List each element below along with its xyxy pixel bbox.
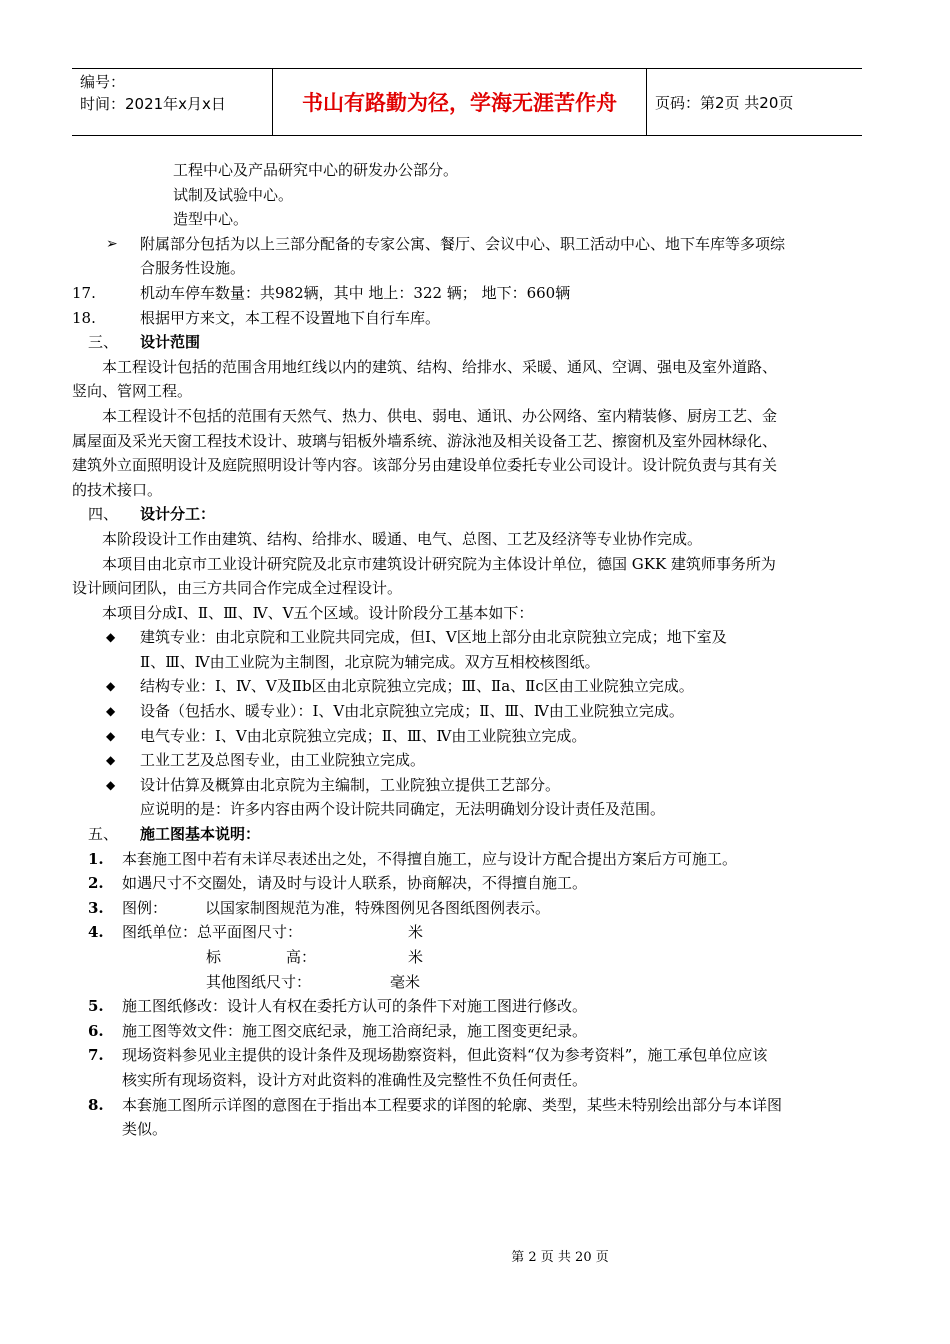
item-number: 18. [72,308,96,327]
paragraph-line: 属屋面及采光天窗工程技术设计、玻璃与铝板外墙系统、游泳池及相关设备工艺、擦窗机及室外园林绿化、 [72,431,778,450]
unit-row [72,945,864,970]
section-heading-4 [72,502,864,527]
section-title: 施工图基本说明： [140,825,261,844]
item-number: 17. [72,283,96,302]
section-number: 三、 [88,333,119,352]
item-text: 施工图纸修改：设计人有权在委托方认可的条件下对施工图进行修改。 [122,997,588,1016]
numbered-item [72,994,864,1019]
sub-item: 造型中心。 [173,210,249,229]
arrow-bullet-icon: ➢ [106,235,118,252]
numbered-item [72,1043,864,1068]
unit-row-label: 标 [206,948,222,966]
item-text: 根据甲方来文，本工程不设置地下自行车库。 [140,308,441,327]
diamond-bullet-icon: ◆ [106,630,116,645]
document-number-label: 编号： [80,73,126,91]
unit-row-label: 总平面图尺寸： [197,923,303,942]
numbered-item [72,1093,864,1118]
numbered-item [72,847,864,872]
paragraph-line: 设计顾问团队，由三方共同合作完成全过程设计。 [72,579,403,598]
unit-row-label: 高： [286,948,317,966]
unit-value: 毫米 [390,972,421,991]
section-title: 设计范围 [140,333,201,352]
numbered-item [72,871,864,896]
paragraph-line: 本阶段设计工作由建筑、结构、给排水、暖通、电气、总图、工艺及经济等专业协作完成。 [102,529,703,548]
item-number: 5. [88,997,104,1016]
item-text: 机动车停车数量：共982辆，其中 地上：322 辆； 地下：660辆 [140,283,571,302]
bullet-item [72,724,864,749]
item-text: 本套施工图所示详图的意图在于指出本工程要求的详图的轮廓、类型，某些未特别绘出部分与本详图 [122,1095,783,1114]
paragraph-line: 本项目由北京市工业设计研究院及北京市建筑设计研究院为主体设计单位，德国 GKK 建筑师事务所为 [102,554,776,573]
bullet-item [72,748,864,773]
section-title: 设计分工： [140,505,216,524]
section-number: 五、 [88,825,119,844]
arrow-list-item [72,232,864,257]
item-text: 现场资料参见业主提供的设计条件及现场勘察资料，但此资料“仅为参考资料”，施工承包单位应该 [122,1046,768,1065]
item-number: 7. [88,1046,104,1065]
diamond-bullet-icon: ◆ [106,753,116,768]
paragraph-line: 本项目分成Ⅰ、Ⅱ、Ⅲ、Ⅳ、Ⅴ五个区域。设计阶段分工基本如下： [102,603,534,622]
bullet-text: 工业工艺及总图专业，由工业院独立完成。 [140,751,426,770]
note-line: 应说明的是：许多内容由两个设计院共同确定，无法明确划分设计责任及范围。 [140,800,666,819]
section-number: 四、 [88,505,119,524]
section-heading-5 [72,822,864,847]
bullet-item [72,699,864,724]
item-number: 6. [88,1021,104,1040]
item-continuation: 类似。 [122,1120,168,1139]
item-label: 图例： [122,898,168,917]
header-page-number: 页码：第2页 共20页 [655,93,794,112]
unit-value: 米 [408,923,424,942]
bullet-text: 建筑专业：由北京院和工业院共同完成，但Ⅰ、Ⅴ区地上部分由北京院独立完成；地下室及 [140,628,727,647]
paragraph-line: 的技术接口。 [72,480,163,499]
numbered-item [72,896,864,921]
item-number: 3. [88,898,104,917]
paragraph-line: 竖向、管网工程。 [72,382,193,401]
header-motto: 书山有路勤为径，学海无涯苦作舟 [272,69,647,135]
bullet-continuation: Ⅱ、Ⅲ、Ⅳ由工业院为主制图，北京院为辅完成。双方互相校核图纸。 [140,652,600,671]
bullet-item [72,773,864,798]
item-number: 1. [88,849,104,868]
item-text: 以国家制图规范为准，特殊图例见各图纸图例表示。 [205,898,551,917]
header-meta [72,69,272,135]
bullet-item [72,674,864,699]
page-footer [0,1246,950,1265]
sub-item: 试制及试验中心。 [173,185,294,204]
item-text: 施工图等效文件：施工图交底纪录，施工洽商纪录，施工图变更纪录。 [122,1021,588,1040]
section-heading-3 [72,330,864,355]
document-body [72,158,864,1142]
footer-page-number: 第 2 页 共 20 页 [511,1250,609,1265]
diamond-bullet-icon: ◆ [106,704,116,719]
item-text: 如遇尺寸不交圈处，请及时与设计人联系，协商解决，不得擅自施工。 [122,874,588,893]
diamond-bullet-icon: ◆ [106,728,116,743]
list-item-continuation: 合服务性设施。 [140,259,246,278]
page-header [72,68,862,136]
paragraph-line: 本工程设计不包括的范围有天然气、热力、供电、弱电、通讯、办公网络、室内精装修、厨房工艺、金 [102,406,778,425]
paragraph-line: 建筑外立面照明设计及庭院照明设计等内容。该部分另由建设单位委托专业公司设计。设计院负责与其有关 [72,456,778,475]
bullet-item [72,625,864,650]
unit-row-label: 其他图纸尺寸： [206,972,312,991]
item-text: 本套施工图中若有未详尽表述出之处，不得擅自施工，应与设计方配合提出方案后方可施工。 [122,849,738,868]
bullet-text: 电气专业：Ⅰ、Ⅴ由北京院独立完成；Ⅱ、Ⅲ、Ⅳ由工业院独立完成。 [140,726,587,745]
numbered-item-17 [72,281,864,306]
diamond-bullet-icon: ◆ [106,679,116,694]
bullet-text: 结构专业：Ⅰ、Ⅳ、Ⅴ及Ⅱb区由北京院独立完成；Ⅲ、Ⅱa、Ⅱc区由工业院独立完成。 [140,677,694,696]
unit-row [72,970,864,995]
item-number: 8. [88,1095,104,1114]
numbered-item-18 [72,306,864,331]
item-label: 图纸单位： [122,923,198,942]
paragraph-line: 本工程设计包括的范围含用地红线以内的建筑、结构、给排水、采暖、通风、空调、强电及室外道路、 [102,357,778,376]
item-number: 4. [88,923,104,942]
document-time-label: 时间：2021年x月x日 [80,95,226,113]
item-continuation: 核实所有现场资料，设计方对此资料的准确性及完整性不负任何责任。 [122,1070,588,1089]
item-number: 2. [88,874,104,893]
list-item-text: 附属部分包括为以上三部分配备的专家公寓、餐厅、会议中心、职工活动中心、地下车库等多项综 [140,234,786,253]
bullet-text: 设计估算及概算由北京院为主编制，工业院独立提供工艺部分。 [140,775,561,794]
bullet-text: 设备（包括水、暖专业）：Ⅰ、Ⅴ由北京院独立完成；Ⅱ、Ⅲ、Ⅳ由工业院独立完成。 [140,702,684,721]
numbered-item [72,1019,864,1044]
diamond-bullet-icon: ◆ [106,777,116,792]
unit-value: 米 [408,948,424,966]
sub-item: 工程中心及产品研究中心的研发办公部分。 [173,161,459,179]
numbered-item [72,920,864,945]
